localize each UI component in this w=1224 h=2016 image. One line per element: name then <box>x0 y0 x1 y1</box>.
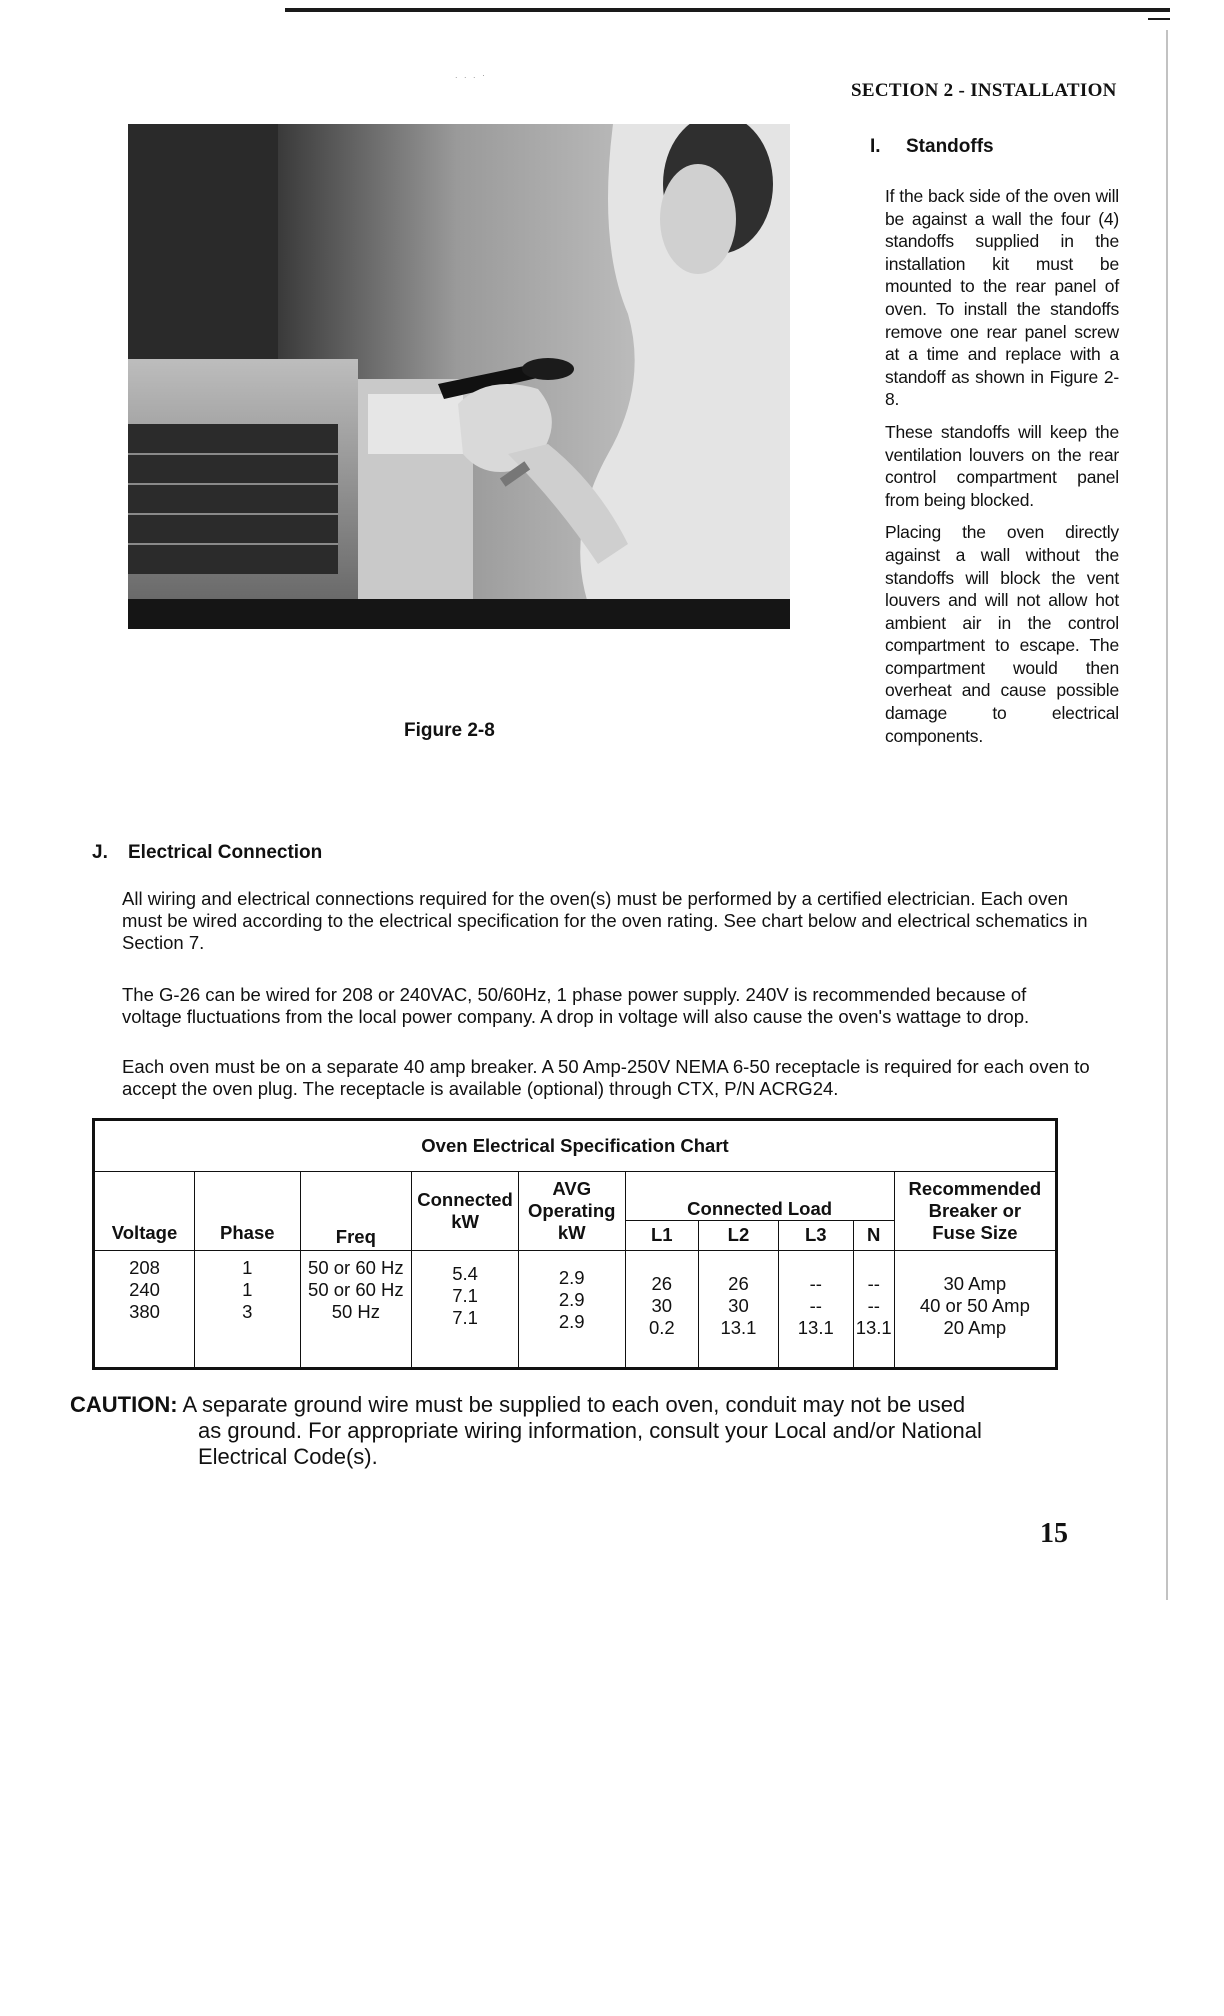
electrical-heading <box>92 842 322 864</box>
cell-connected-kw: 7.1 <box>452 1306 478 1328</box>
col-n <box>853 1250 894 1368</box>
cell-connected-kw: 7.1 <box>452 1284 478 1306</box>
header-breaker <box>894 1172 1056 1251</box>
header-avg-kw <box>518 1172 625 1251</box>
electrical-paragraph-1: All wiring and electrical connections required for the oven(s) must be performed by a certified electrician. Each oven must be wired according to the electrical specification for the oven rating. See chart below and electrical schematics in Section 7. <box>122 888 1088 953</box>
caution-lead: A separate ground wire must be supplied to each oven, conduit may not be used <box>182 1392 966 1417</box>
cell-l2: 30 <box>728 1294 749 1316</box>
col-breaker <box>894 1250 1056 1368</box>
cell-connected-kw: 5.4 <box>452 1262 478 1284</box>
col-connected-kw <box>412 1250 519 1368</box>
cell-n: -- <box>867 1272 880 1294</box>
header-line: Breaker or <box>928 1199 1022 1221</box>
cell-freq: 50 or 60 Hz <box>308 1278 404 1300</box>
cell-l2: 13.1 <box>720 1316 757 1338</box>
cell-n: 13.1 <box>855 1316 892 1338</box>
header-line: Recommended <box>908 1177 1042 1199</box>
scan-edge <box>1166 30 1168 1600</box>
header-l1: L1 <box>625 1220 699 1250</box>
cell-phase: 1 <box>242 1278 253 1300</box>
cell-voltage: 380 <box>129 1300 160 1322</box>
electrical-paragraph-3: Each oven must be on a separate 40 amp breaker. A 50 Amp-250V NEMA 6-50 receptacle is required for each oven to accept the oven plug. The receptacle is available (optional) through CTX, P/N ACRG24. <box>122 1056 1090 1099</box>
standoffs-letter: I. <box>870 136 881 157</box>
header-phase: Phase <box>195 1172 301 1251</box>
header-line: kW <box>557 1221 586 1243</box>
cell-l1: 26 <box>651 1272 673 1294</box>
cell-phase: 1 <box>242 1256 253 1278</box>
caution-rest: as ground. For appropriate wiring information, consult your Local and/or National Electrical Code(s). <box>198 1418 982 1469</box>
top-rule-corner <box>1148 18 1170 20</box>
cell-avg-kw: 2.9 <box>558 1266 585 1288</box>
cell-l3: 13.1 <box>797 1316 834 1338</box>
caution-note <box>70 1392 1070 1470</box>
col-l3 <box>778 1250 853 1368</box>
figure-photo <box>128 124 790 629</box>
header-line: kW <box>451 1210 479 1232</box>
col-avg-kw <box>518 1250 625 1368</box>
header-n: N <box>853 1220 894 1250</box>
col-freq <box>300 1250 412 1368</box>
cell-avg-kw: 2.9 <box>558 1288 585 1310</box>
header-voltage: Voltage <box>94 1172 195 1251</box>
cell-l1: 0.2 <box>648 1316 675 1338</box>
cell-phase: 3 <box>242 1300 253 1322</box>
cell-n: -- <box>867 1294 880 1316</box>
electrical-paragraph-2: The G-26 can be wired for 208 or 240VAC, 50/60Hz, 1 phase power supply. 240V is recommended because of voltage fluctuations from the local power company. A drop in voltage will also cause the oven's wattage to drop. <box>122 984 1030 1027</box>
cell-l3: -- <box>809 1272 822 1294</box>
col-phase <box>195 1250 301 1368</box>
cell-l3: -- <box>809 1294 822 1316</box>
cell-breaker: 20 Amp <box>943 1316 1007 1338</box>
header-line: Fuse Size <box>932 1221 1018 1243</box>
standoffs-paragraph-3: Placing the oven directly against a wall without the standoffs will block the vent louvers and will not allow hot ambient air in the control compartment to escape. The compartment would then overheat and cause possible damage to electrical components. <box>885 522 1119 746</box>
col-l2 <box>699 1250 779 1368</box>
caution-label: CAUTION: <box>70 1392 178 1417</box>
page-number: 15 <box>1040 1518 1068 1549</box>
cell-breaker: 40 or 50 Amp <box>919 1294 1030 1316</box>
col-voltage <box>94 1250 195 1368</box>
header-l3: L3 <box>778 1220 853 1250</box>
electrical-title: Electrical Connection <box>128 842 323 863</box>
header-line: Operating <box>528 1199 616 1221</box>
header-l2: L2 <box>699 1220 779 1250</box>
cell-l2: 26 <box>728 1272 749 1294</box>
cell-voltage: 240 <box>129 1278 160 1300</box>
header-connected-kw <box>412 1172 519 1251</box>
cell-freq: 50 or 60 Hz <box>308 1256 404 1278</box>
cell-breaker: 30 Amp <box>943 1272 1007 1294</box>
top-rule <box>285 8 1170 12</box>
standoffs-paragraph-1: If the back side of the oven will be against a wall the four (4) standoffs supplied in the installation kit must be mounted to the rear panel of oven. To install the standoffs remove one rear panel screw at a time and replace with a standoff as shown in Figure 2-8. <box>885 186 1119 410</box>
electrical-spec-table <box>92 1118 1058 1370</box>
cell-voltage: 208 <box>129 1256 160 1278</box>
cell-avg-kw: 2.9 <box>558 1310 585 1332</box>
standoffs-paragraph-2: These standoffs will keep the ventilation louvers on the rear control compartment panel from being blocked. <box>885 421 1119 510</box>
cell-freq: 50 Hz <box>331 1300 381 1322</box>
figure-caption: Figure 2-8 <box>404 720 495 741</box>
header-freq: Freq <box>300 1172 412 1251</box>
standoffs-title: Standoffs <box>906 136 994 157</box>
header-line: AVG <box>552 1177 592 1199</box>
section-header: SECTION 2 - INSTALLATION <box>851 80 1117 101</box>
standoffs-body <box>885 185 1119 757</box>
header-connected-load: Connected Load <box>625 1172 894 1221</box>
table-title: Oven Electrical Specification Chart <box>94 1120 1057 1172</box>
scan-speck: . . . · <box>455 70 487 80</box>
electrical-letter: J. <box>92 842 108 863</box>
header-line: Connected <box>417 1188 513 1210</box>
cell-l1: 30 <box>651 1294 673 1316</box>
col-l1 <box>625 1250 699 1368</box>
standoffs-heading <box>870 136 994 158</box>
